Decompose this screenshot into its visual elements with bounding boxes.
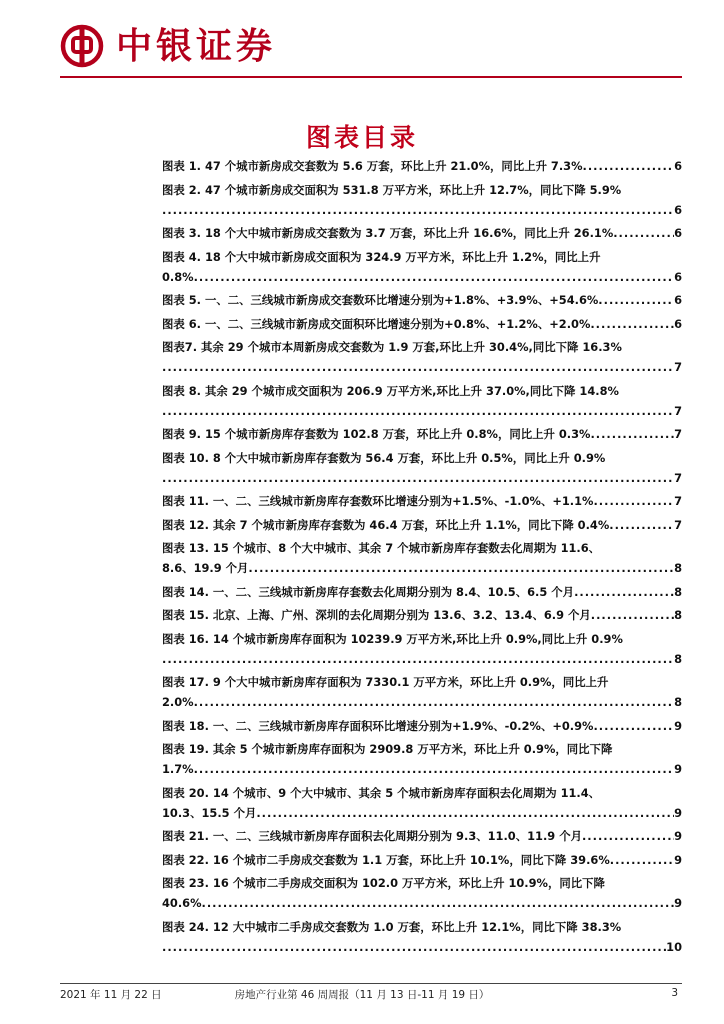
toc-entry[interactable] (162, 873, 682, 913)
toc-dot-leader (590, 314, 674, 334)
toc-dot-leader (162, 401, 674, 421)
toc-page-number: 9 (674, 829, 682, 843)
toc-dot-leader (610, 850, 674, 870)
toc-entry[interactable] (162, 850, 682, 870)
toc-dot-leader (593, 491, 674, 511)
toc-entry-text: 图表 11. 一、二、三线城市新房库存套数环比增速分别为+1.5%、-1.0%、+1.1% (162, 494, 594, 508)
toc-entry-text: 图表 6. 一、二、三线城市新房成交面积环比增速分别为+0.8%、+1.2%、+2.0% (162, 316, 591, 331)
toc-page-number: 7 (674, 517, 682, 532)
table-of-figures (162, 156, 682, 960)
toc-entry[interactable] (162, 783, 682, 823)
footer-divider (60, 983, 682, 984)
toc-entry[interactable] (162, 424, 682, 444)
toc-entry-text: 1.7% (162, 762, 194, 776)
toc-page-number: 6 (674, 226, 682, 240)
toc-page-number: 8 (674, 695, 682, 709)
toc-entry[interactable] (162, 716, 682, 736)
toc-entry[interactable] (162, 381, 682, 421)
toc-title: 图表目录 (305, 123, 418, 152)
toc-page-number: 7 (674, 403, 682, 418)
footer-date: 2021 年 11 月 22 日 (60, 989, 162, 1001)
toc-entry-text: 图表 2. 47 个城市新房成交面积为 531.8 万平方米，环比上升 12.7%，同比下降 5.9% (162, 182, 622, 197)
toc-entry-text: 0.8% (162, 269, 194, 284)
toc-entry-text: 图表 14. 一、二、三线城市新房库存套数去化周期分别为 8.4、10.5、6.5 个月 (162, 584, 575, 599)
toc-entry[interactable] (162, 538, 682, 578)
toc-dot-leader (194, 759, 674, 779)
toc-dot-leader (162, 357, 674, 377)
toc-page-number: 6 (674, 293, 682, 307)
toc-page-number: 6 (674, 159, 682, 173)
toc-page-number: 9 (674, 852, 682, 867)
toc-page-number: 6 (674, 316, 682, 331)
toc-entry-text: 10.3、15.5 个月 (162, 805, 257, 820)
toc-entry-text: 图表7. 其余 29 个城市本周新房成交套数为 1.9 万套,环比上升 30.4%,同比下降 16.3% (162, 340, 622, 354)
toc-entry[interactable] (162, 247, 682, 287)
toc-entry[interactable] (162, 223, 682, 243)
toc-entry-text: 2.0% (162, 695, 194, 709)
toc-entry[interactable] (162, 337, 682, 377)
toc-entry[interactable] (162, 917, 682, 957)
footer-report-title: 房地产行业第 46 周周报（11 月 13 日-11 月 19 日） (234, 989, 490, 1001)
toc-entry[interactable] (162, 629, 682, 669)
toc-entry[interactable] (162, 582, 682, 602)
toc-dot-leader (194, 267, 674, 287)
toc-dot-leader (613, 223, 674, 243)
toc-entry-text: 图表 8. 其余 29 个城市成交面积为 206.9 万平方米,环比上升 37.0%,同比下降 14.8% (162, 383, 619, 398)
toc-dot-leader (574, 582, 674, 602)
toc-page-number: 7 (674, 494, 682, 508)
toc-page-number: 6 (674, 202, 682, 217)
toc-entry[interactable] (162, 515, 682, 535)
toc-page-number: 9 (674, 762, 682, 776)
toc-entry-text: 图表 9. 15 个城市新房库存套数为 102.8 万套，环比上升 0.8%，同比上升 0.3% (162, 427, 591, 441)
toc-entry-text: 图表 17. 9 个大中城市新房库存面积为 7330.1 万平方米，环比上升 0.9%，同比上升 (162, 675, 609, 689)
toc-page-number: 8 (674, 608, 682, 622)
toc-entry-text: 图表 19. 其余 5 个城市新房库存面积为 2909.8 万平方米，环比上升 0.9%，同比下降 (162, 742, 613, 756)
bank-of-china-logo-icon (60, 24, 104, 68)
toc-entry-text: 图表 12. 其余 7 个城市新房库存套数为 46.4 万套，环比上升 1.1%，同比下降 0.4% (162, 517, 610, 532)
toc-entry-text: 图表 21. 一、二、三线城市新房库存面积去化周期分别为 9.3、11.0、11.9 个月 (162, 829, 582, 843)
toc-page-number: 8 (674, 561, 682, 575)
toc-dot-leader (609, 515, 674, 535)
toc-entry-text: 图表 13. 15 个城市、8 个大中城市、其余 7 个城市新房库存套数去化周期为 11.6、 (162, 541, 601, 555)
toc-entry-text: 图表 3. 18 个大中城市新房成交套数为 3.7 万套，环比上升 16.6%，同比上升 26.1% (162, 226, 614, 240)
toc-entry[interactable] (162, 290, 682, 310)
toc-entry-text: 图表 22. 16 个城市二手房成交套数为 1.1 万套，环比上升 10.1%，同比下降 39.6% (162, 852, 610, 867)
toc-dot-leader (582, 826, 674, 846)
header-divider (60, 76, 682, 78)
brand-name: 中银证券 (116, 25, 277, 67)
toc-page-number: 9 (674, 718, 682, 733)
toc-entry-text: 图表 18. 一、二、三线城市新房库存面积环比增速分别为+1.9%、-0.2%、+0.9% (162, 718, 594, 733)
toc-dot-leader (593, 716, 674, 736)
toc-entry[interactable] (162, 180, 682, 220)
toc-entry[interactable] (162, 826, 682, 846)
toc-page-number: 9 (674, 805, 682, 820)
toc-entry-text: 40.6% (162, 896, 202, 910)
toc-dot-leader (248, 558, 674, 578)
toc-entry[interactable] (162, 448, 682, 488)
toc-dot-leader (162, 649, 674, 669)
toc-dot-leader (591, 605, 674, 625)
toc-dot-leader (256, 803, 674, 823)
toc-entry-text: 图表 16. 14 个城市新房库存面积为 10239.9 万平方米,环比上升 0.9%,同比上升 0.9% (162, 631, 623, 646)
toc-page-number: 8 (674, 651, 682, 666)
toc-entry-text: 图表 15. 北京、上海、广州、深圳的去化周期分别为 13.6、3.2、13.4、6.9 个月 (162, 608, 591, 622)
toc-entry-text: 8.6、19.9 个月 (162, 561, 249, 575)
toc-page-number: 8 (674, 584, 682, 599)
toc-entry-text: 图表 5. 一、二、三线城市新房成交套数环比增速分别为+1.8%、+3.9%、+54.6% (162, 293, 599, 307)
footer-page-number: 3 (671, 987, 678, 999)
toc-page-number: 7 (674, 360, 682, 374)
toc-entry[interactable] (162, 156, 682, 176)
toc-entry[interactable] (162, 672, 682, 712)
toc-dot-leader (202, 893, 675, 913)
toc-dot-leader (583, 156, 675, 176)
toc-page-number: 10 (666, 939, 682, 954)
toc-entry[interactable] (162, 739, 682, 779)
toc-entry-text: 图表 1. 47 个城市新房成交套数为 5.6 万套，环比上升 21.0%，同比上升 7.3% (162, 159, 583, 173)
toc-entry[interactable] (162, 605, 682, 625)
toc-dot-leader (162, 200, 674, 220)
toc-entry-text: 图表 4. 18 个大中城市新房成交面积为 324.9 万平方米，环比上升 1.2%，同比上升 (162, 249, 601, 264)
toc-entry[interactable] (162, 314, 682, 334)
toc-page-number: 7 (674, 470, 682, 485)
toc-dot-leader (162, 937, 666, 957)
toc-dot-leader (598, 290, 674, 310)
toc-dot-leader (590, 424, 674, 444)
toc-entry[interactable] (162, 491, 682, 511)
toc-entry-text: 图表 10. 8 个大中城市新房库存套数为 56.4 万套，环比上升 0.5%，同比上升 0.9% (162, 450, 606, 465)
toc-entry-text: 图表 20. 14 个城市、9 个大中城市、其余 5 个城市新房库存面积去化周期为 11.4、 (162, 785, 601, 800)
toc-entry-text: 图表 24. 12 大中城市二手房成交套数为 1.0 万套，环比上升 12.1%，同比下降 38.3% (162, 919, 622, 934)
toc-dot-leader (162, 468, 674, 488)
toc-page-number: 7 (674, 427, 682, 441)
toc-entry-text: 图表 23. 16 个城市二手房成交面积为 102.0 万平方米，环比上升 10.9%，同比下降 (162, 876, 605, 890)
toc-page-number: 6 (674, 269, 682, 284)
toc-page-number: 9 (674, 896, 682, 910)
toc-dot-leader (194, 692, 674, 712)
